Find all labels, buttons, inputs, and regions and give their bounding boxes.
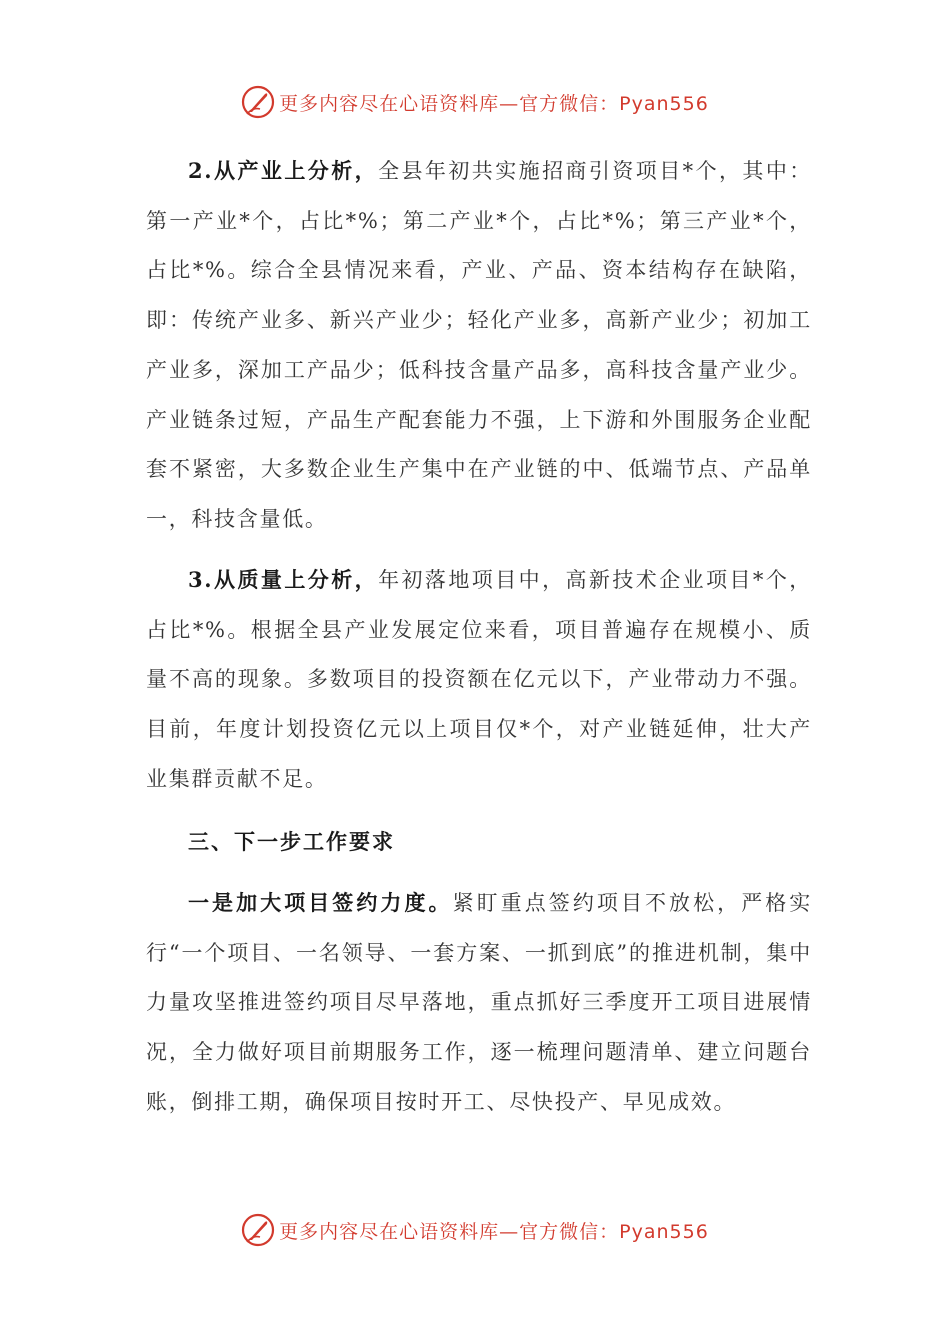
banner-label: 更多内容尽在心语资料库—官方微信： xyxy=(279,92,620,115)
paragraph-signing-effort xyxy=(146,878,812,1128)
quill-logo-icon xyxy=(241,85,275,119)
paragraph-body: 年初落地项目中，高新技术企业项目*个，占比*%。根据全县产业发展定位来看，项目普遍存在规模小、质量不高的现象。多数项目的投资额在亿元以下，产业带动力不强。目前，年度计划投资亿元以上项目仅*个，对产业链延伸，壮大产业集群贡献不足。 xyxy=(146,568,812,791)
footer-banner xyxy=(0,1210,950,1250)
paragraph-industry-analysis xyxy=(146,146,812,545)
paragraph-lead: 3.从质量上分析， xyxy=(188,567,379,592)
paragraph-body: 全县年初共实施招商引资项目*个，其中：第一产业*个，占比*%；第二产业*个，占比*%；第三产业*个，占比*%。综合全县情况来看，产业、产品、资本结构存在缺陷，即：传统产业多、新兴产业少；轻化产业多，高新产业少；初加工产业多，深加工产品少；低科技含量产品多，高科技含量产业少。产业链条过短，产品生产配套能力不强，上下游和外围服务企业配套不紧密，大多数企业生产集中在产业链的中、低端节点、产品单一，科技含量低。 xyxy=(146,159,812,531)
banner-text xyxy=(279,89,709,116)
paragraph-body: 紧盯重点签约项目不放松，严格实行“一个项目、一名领导、一套方案、一抓到底”的推进机制，集中力量攻坚推进签约项目尽早落地，重点抓好三季度开工项目进展情况，全力做好项目前期服务工作，逐一梳理问题清单、建立问题台账，倒排工期，确保项目按时开工、尽快投产、早见成效。 xyxy=(146,891,813,1114)
section-heading: 三、下一步工作要求 xyxy=(188,829,395,854)
paragraph-lead: 2.从产业上分析， xyxy=(188,158,379,183)
header-banner xyxy=(0,82,950,122)
wechat-id: Pyan556 xyxy=(619,92,709,115)
banner-label: 更多内容尽在心语资料库—官方微信： xyxy=(279,1220,620,1243)
paragraph-lead: 一是加大项目签约力度。 xyxy=(188,890,453,915)
paragraph-quality-analysis xyxy=(146,555,812,805)
quill-logo-icon xyxy=(241,1213,275,1247)
wechat-id: Pyan556 xyxy=(619,1220,709,1243)
banner-text xyxy=(279,1217,709,1244)
